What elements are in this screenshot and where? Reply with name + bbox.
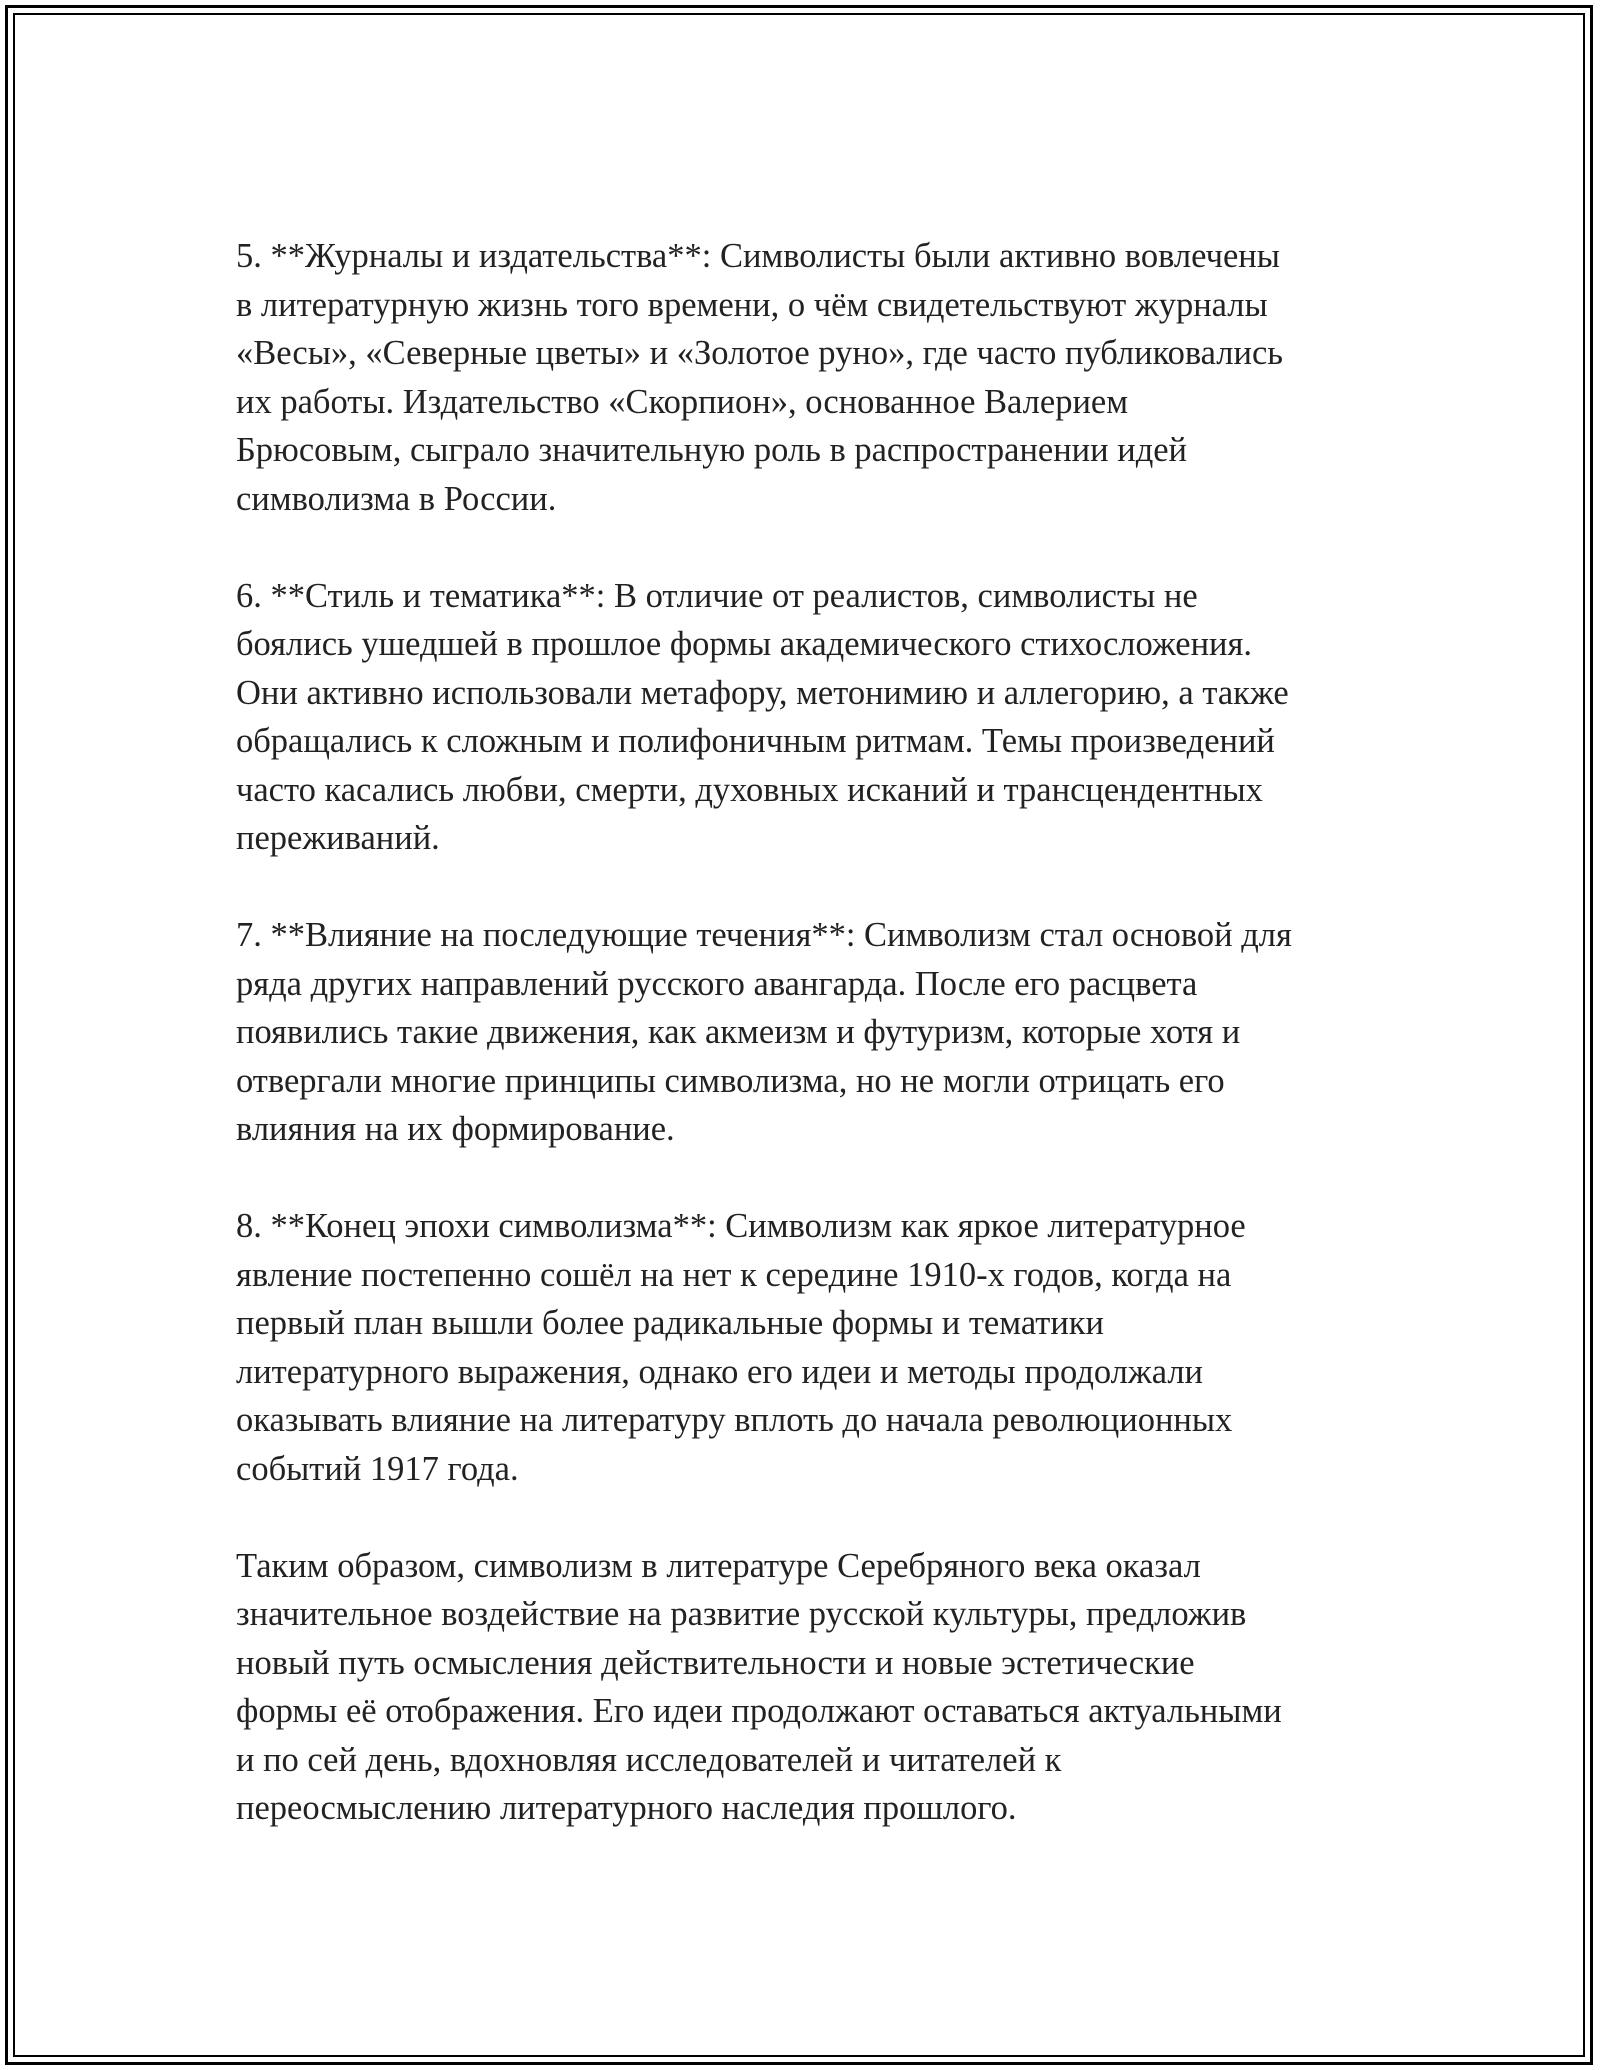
text-line: событий 1917 года.	[236, 1449, 519, 1488]
text-line: символизма в России.	[236, 479, 557, 518]
text-line: в литературную жизнь того времени, о чём свидетельствуют журналы	[236, 285, 1268, 324]
text-line: переосмыслению литературного наследия прошлого.	[236, 1789, 1017, 1827]
paragraph-journals-publishers	[236, 232, 1376, 523]
paragraph-influence	[236, 911, 1376, 1154]
text-line: первый план вышли более радикальные формы и тематики	[236, 1304, 1105, 1342]
text-line: ряда других направлений русского авангарда. После его расцвета	[236, 964, 1198, 1003]
text-line: их работы. Издательство «Скорпион», основанное Валерием	[236, 382, 1129, 421]
text-line: оказывать влияние на литературу вплоть до начала революционных	[236, 1401, 1233, 1439]
text-line: отвергали многие принципы символизма, но не могли отрицать его	[236, 1061, 1225, 1100]
text-line: 6. **Стиль и тематика**: В отличие от реалистов, символисты не	[236, 576, 1198, 615]
text-line: явление постепенно сошёл на нет к середине 1910-х годов, когда на	[236, 1255, 1232, 1294]
text-line: значительное воздействие на развитие русской культуры, предложив	[236, 1595, 1247, 1633]
paragraph-end-of-era	[236, 1202, 1376, 1493]
text-line: 7. **Влияние на последующие течения**: Символизм стал основой для	[236, 916, 1292, 954]
text-line: боялись ушедшей в прошлое формы академического стихосложения.	[236, 625, 1253, 663]
paragraph-style-themes	[236, 572, 1376, 863]
text-line: и по сей день, вдохновляя исследователей и читателей к	[236, 1740, 1062, 1779]
text-line: «Весы», «Северные цветы» и «Золотое руно», где часто публиковались	[236, 334, 1284, 372]
text-line: формы её отображения. Его идеи продолжают оставаться актуальными	[236, 1692, 1282, 1730]
text-line: 5. **Журналы и издательства**: Символисты были активно вовлечены	[236, 237, 1280, 275]
text-line: обращались к сложным и полифоничным ритмам. Темы произведений	[236, 722, 1275, 760]
text-line: литературного выражения, однако его идеи и методы продолжали	[236, 1352, 1204, 1391]
text-line: 8. **Конец эпохи символизма**: Символизм как яркое литературное	[236, 1207, 1246, 1245]
text-line: Они активно использовали метафору, метонимию и аллегорию, а также	[236, 673, 1289, 712]
document-body	[236, 232, 1376, 1881]
text-line: часто касались любви, смерти, духовных исканий и трансцендентных	[236, 770, 1263, 809]
text-line: влияния на их формирование.	[236, 1110, 675, 1148]
text-line: появились такие движения, как акмеизм и футуризм, которые хотя и	[236, 1013, 1241, 1051]
text-line: переживаний.	[236, 819, 440, 857]
text-line: Брюсовым, сыграло значительную роль в распространении идей	[236, 431, 1188, 469]
paragraph-conclusion	[236, 1542, 1376, 1833]
text-line: новый путь осмысления действительности и новые эстетические	[236, 1643, 1195, 1682]
text-line: Таким образом, символизм в литературе Серебряного века оказал	[236, 1546, 1201, 1585]
